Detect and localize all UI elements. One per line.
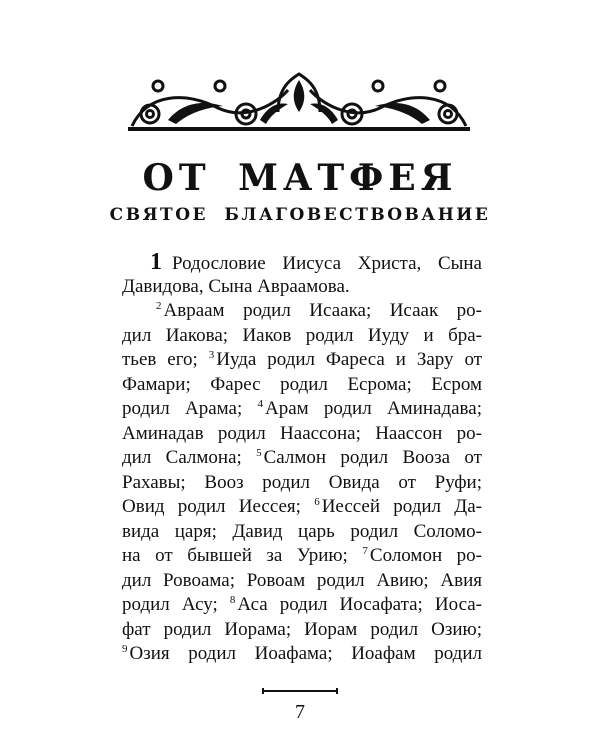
line-text: Соломон ро- [369, 545, 482, 566]
text-line [122, 324, 482, 349]
line-text: на от бывшей за Урию; [122, 545, 363, 566]
line-text: Родословие Иисуса Христа, Сына [172, 253, 482, 274]
line-text: Фамари; Фарес родил Есрома; Есром [122, 373, 482, 395]
line-text: фат родил Иорама; Иорам родил Озию; [122, 618, 482, 640]
text-line [122, 593, 482, 618]
line-text: Овид родил Иессея; [122, 496, 315, 517]
line-text: Аминадав родил Наассона; Наассон ро- [122, 422, 482, 444]
text-line [122, 642, 482, 667]
text-line [122, 250, 482, 275]
text-line [122, 471, 482, 496]
line-text: Авраам родил Исаака; Исаак ро- [163, 300, 482, 321]
page-number: 7 [295, 701, 305, 723]
line-text: Арам родил Аминадава; [265, 398, 482, 419]
text-line [122, 275, 482, 300]
line-text: дил Салмона; [122, 447, 257, 468]
chapter-number: 1 [150, 249, 162, 275]
line-text: родил Асу; [122, 594, 230, 615]
book-subtitle: СВЯТОЕ БЛАГОВЕСТВОВАНИЕ [109, 205, 491, 225]
line-text: Салмон родил Вооза от [263, 447, 482, 468]
line-text: Рахавы; Вооз родил Овида от Руфи; [122, 471, 482, 493]
line-text: Озия родил Иоафама; Иоафам родил [129, 643, 482, 664]
line-text: дил Иакова; Иаков родил Иуду и бра- [122, 324, 482, 346]
text-line [122, 299, 482, 324]
verse-number: 5 [256, 447, 262, 459]
text-line [122, 348, 482, 373]
line-text: дил Ровоама; Ровоам родил Авию; Авия [122, 569, 482, 591]
verse-number: 6 [314, 496, 320, 508]
line-text: Давидова, Сына Авраамова. [122, 275, 350, 297]
verse-number: 2 [156, 300, 162, 312]
line-text: Иессей родил Да- [321, 496, 482, 517]
text-line [122, 446, 482, 471]
text-line [122, 618, 482, 643]
text-line [122, 569, 482, 594]
line-text: вида царя; Давид царь родил Соломо- [122, 520, 482, 542]
verse-number: 8 [229, 594, 236, 606]
verse-number: 7 [362, 545, 368, 557]
line-text: Иуда родил Фареса и Зару от [216, 349, 483, 370]
verse-number: 3 [208, 349, 215, 361]
line-text: родил Арама; [122, 398, 258, 419]
text-line [122, 397, 482, 422]
decorative-ornament-header [128, 72, 470, 134]
line-text: Аса родил Иосафата; Иоса- [237, 594, 482, 615]
line-text: тьев его; [122, 349, 209, 370]
text-line [122, 520, 482, 545]
scripture-text [122, 250, 482, 667]
verse-number: 4 [257, 398, 264, 410]
text-line [122, 544, 482, 569]
text-line [122, 422, 482, 447]
text-line [122, 373, 482, 398]
footer-divider [262, 690, 338, 692]
book-title: ОТ МАТФЕЯ [142, 157, 458, 199]
verse-number: 9 [122, 643, 128, 655]
text-line [122, 495, 482, 520]
